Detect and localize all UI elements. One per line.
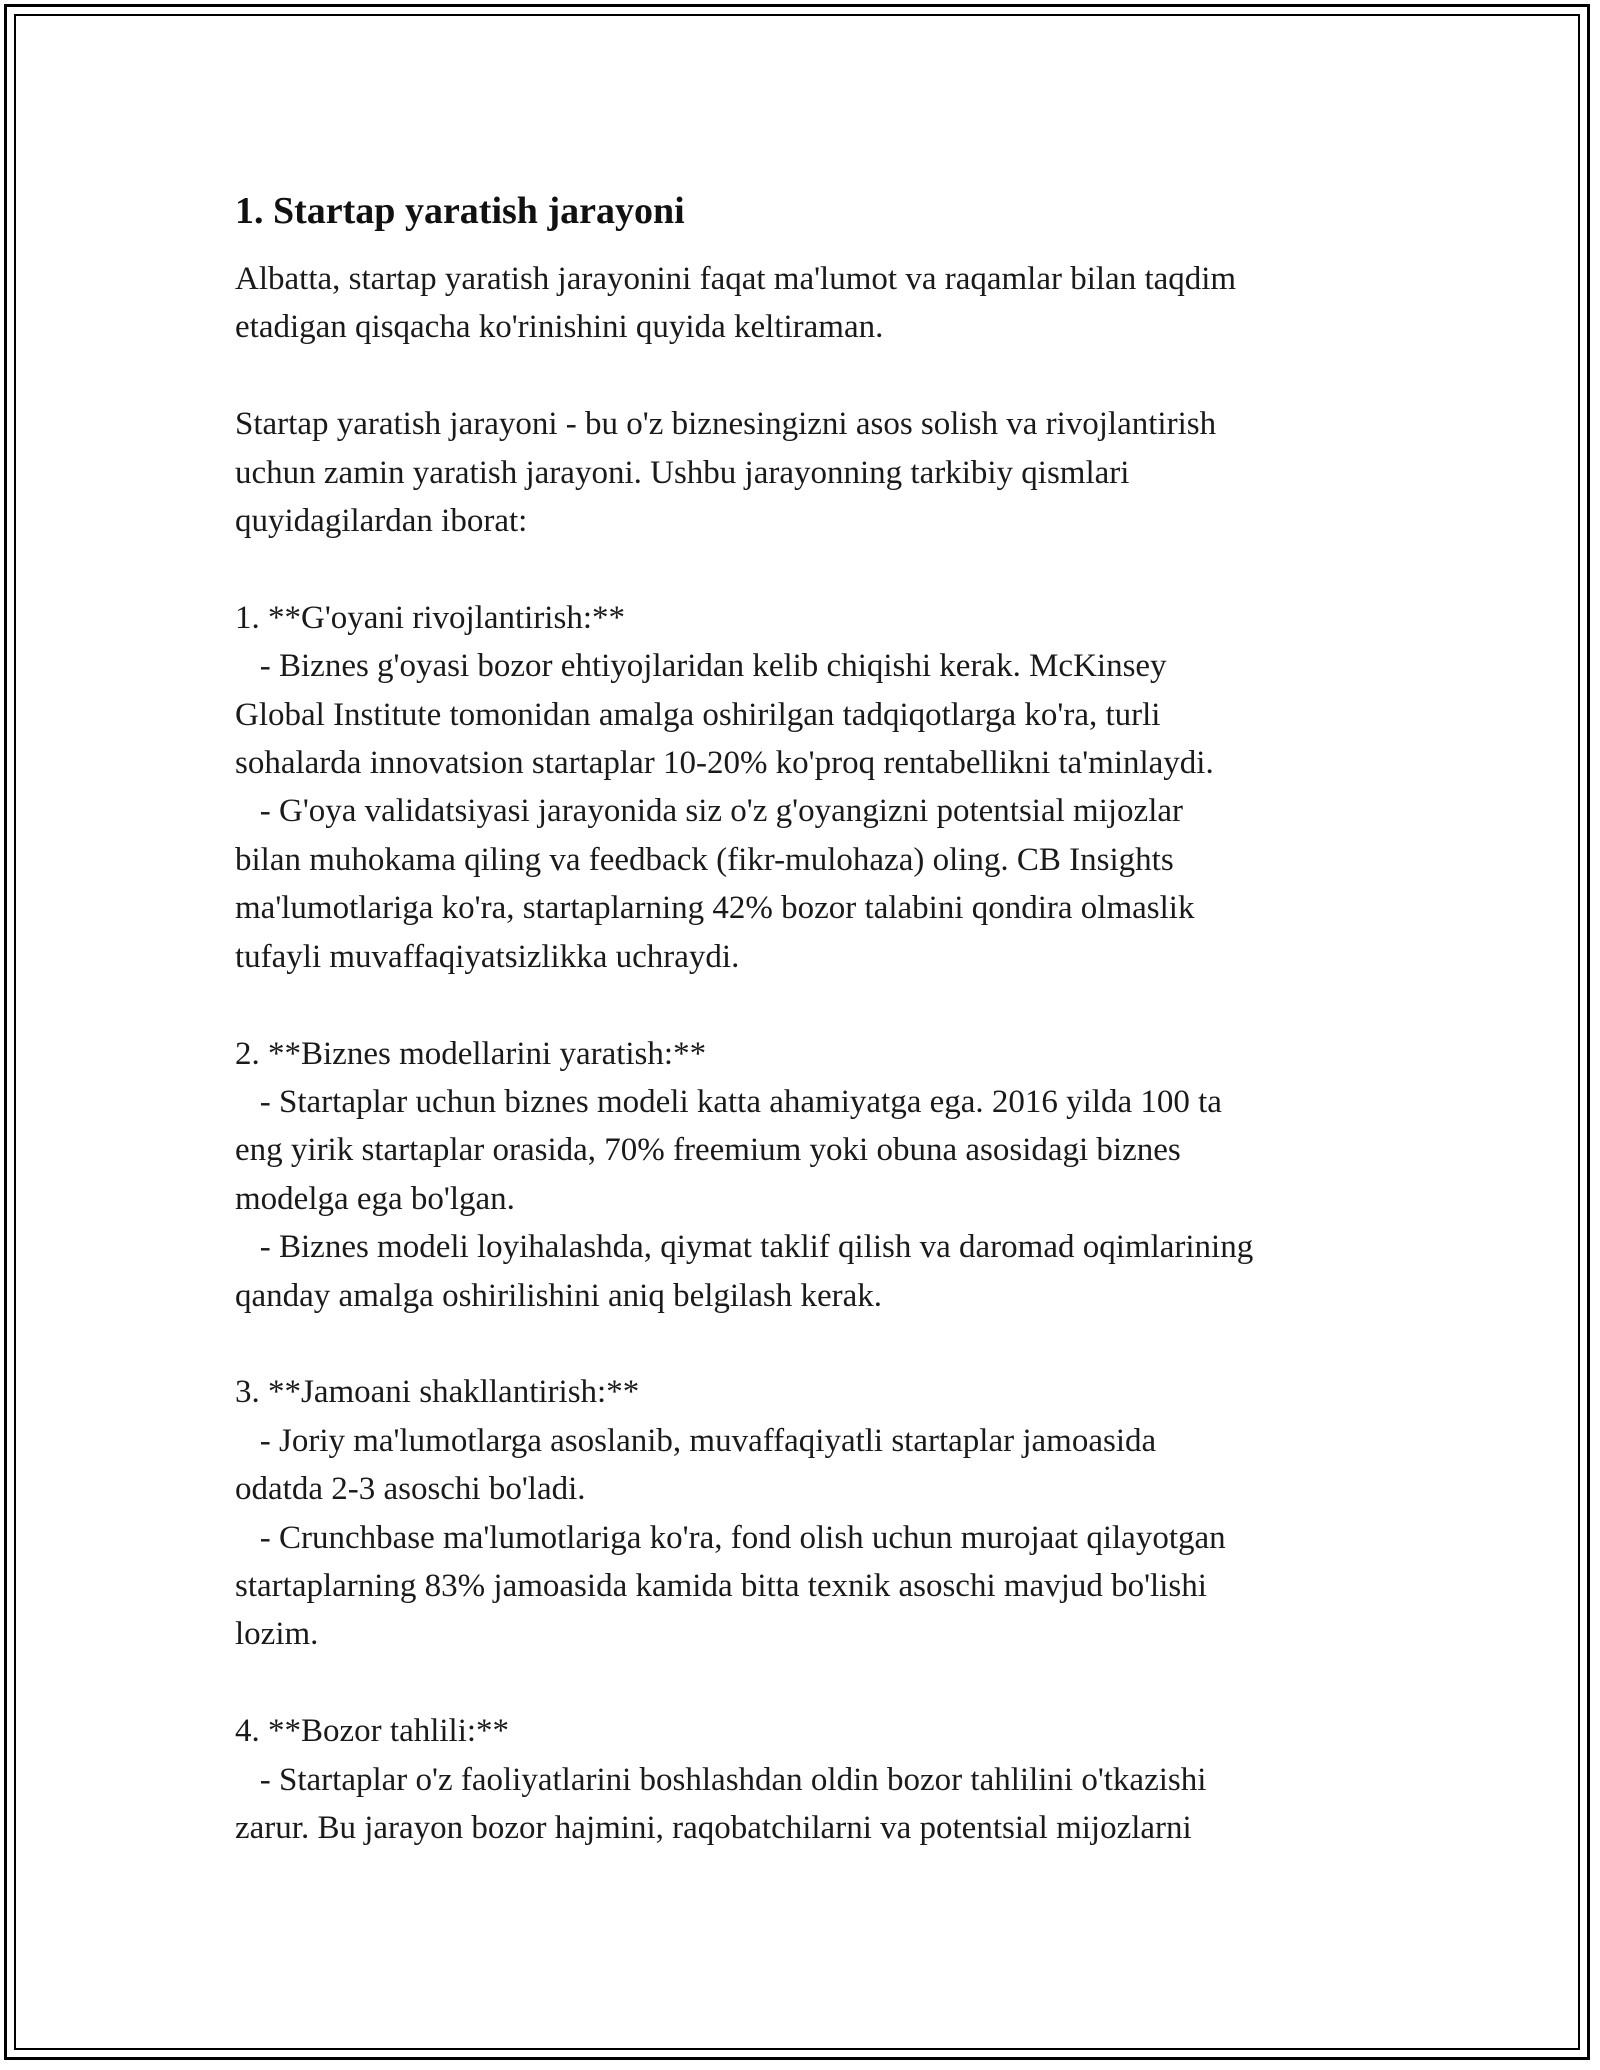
document-body: Albatta, startap yaratish jarayonini faqat ma'lumot va raqamlar bilan taqdim etadigan qisqacha ko'rinishini quyida keltiraman. Startap yaratish jarayoni - bu o'z biznesingizni asos solish va rivojlantirish uchun zamin yaratish jarayoni. Ushbu jarayonning tarkibiy qismlari quyidagilardan iborat: 1. **G'oyani rivojlantirish:** - Biznes g'oyasi bozor ehtiyojlaridan kelib chiqishi kerak. McKinsey Global Institute tomonidan amalga oshirilgan tadqiqotlarga ko'ra, turli sohalarda innovatsion startaplar 10-20% ko'proq rentabellikni ta'minlaydi. - G'oya validatsiyasi jarayonida siz o'z g'oyangizni potentsial mijozlar bilan muhokama qiling va feedback (fikr-mulohaza) oling. CB Insights ma'lumotlariga ko'ra, startaplarning 42% bozor talabini qondira olmaslik tufayli muvaffaqiyatsizlikka uchraydi. 2. **Biznes modellarini yaratish:** - Startaplar uchun biznes modeli katta ahamiyatga ega. 2016 yilda 100 ta eng yirik startaplar orasida, 70% freemium yoki obuna asosidagi biznes modelga ega bo'lgan. - Biznes modeli loyihalashda, qiymat taklif qilish va daromad oqimlarining qanday amalga oshirilishini aniq belgilash kerak. 3. **Jamoani shakllantirish:** - Joriy ma'lumotlarga asoslanib, muvaffaqiyatli startaplar jamoasida odatda 2-3 asoschi bo'ladi. - Crunchbase ma'lumotlariga ko'ra, fond olish uchun murojaat qilayotgan startaplarning 83% jamoasida kamida bitta texnik asoschi mavjud bo'lishi lozim. 4. **Bozor tahlili:** - Startaplar o'z faoliyatlarini boshlashdan oldin bozor tahlilini o'tkazishi zarur. Bu jarayon bozor hajmini, raqobatchilarni va potentsial mijozlarni (235, 261, 1254, 1846)
document-page (235, 185, 1375, 1852)
document-title: 1. Startap yaratish jarayoni (235, 190, 685, 232)
